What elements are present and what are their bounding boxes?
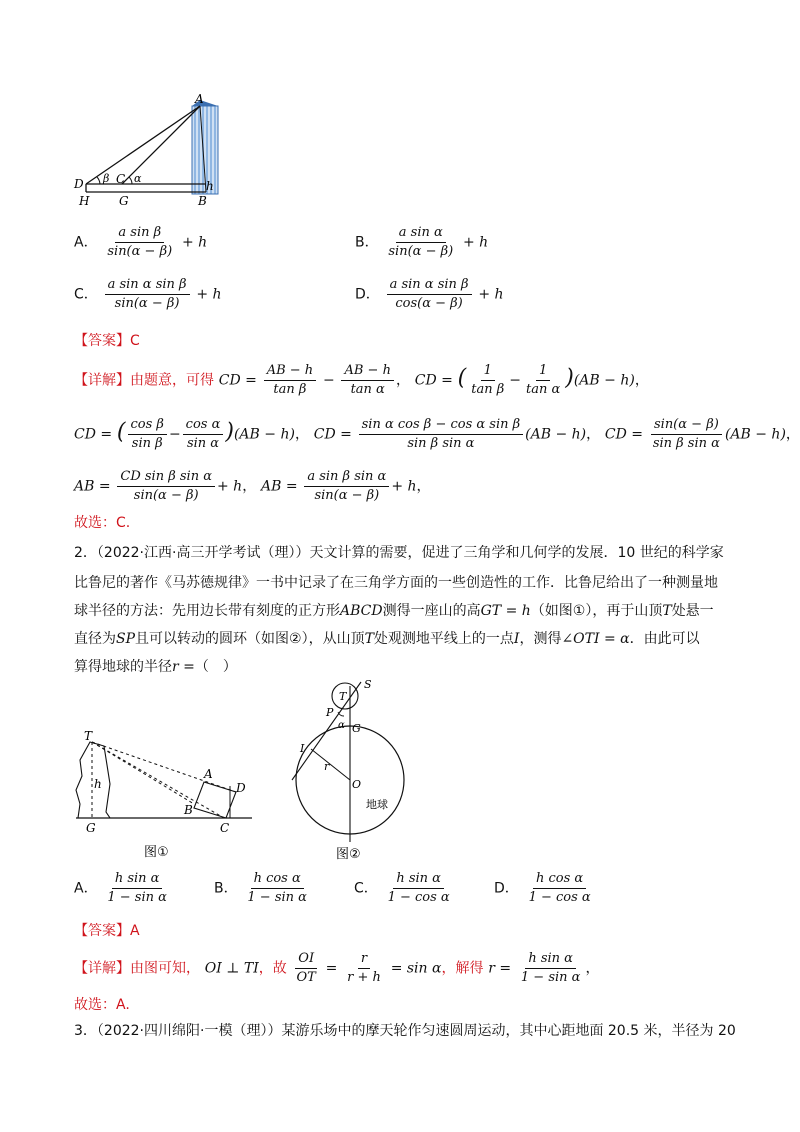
q1-option-b[interactable]: B． $\frac{\text{a sin α}}{\sin(\alpha - \beta)}$ + h (355, 225, 489, 259)
q2-conclusion: 故选：A. (74, 997, 130, 1013)
q2-line4: 直径为SP且可以转动的圆环（如图②），从山顶T处观测地平线上的一点I，测得∠OTI = α．由此可以 (74, 631, 700, 647)
q1-option-a[interactable]: A． $\frac{\text{a sin β}}{\sin(\alpha - \beta)}$ + h (74, 225, 208, 259)
q1-detail-line1: 【详解】由题意，可得 CD = $\frac{AB - h}{\text{tan β}}$ − $\frac{AB - h}{\text{tan α}}$ ， CD = ( $\frac{1}{\text{tan β}}$ − $\frac{1}{\text{tan α}}$ )(AB − h)， (74, 363, 649, 397)
label-C: C (116, 172, 126, 186)
q2-answer: 【答案】A (74, 923, 140, 939)
label-I: I (300, 742, 305, 755)
q2-detail: 【详解】由图可知， OI ⊥ TI，故 $\frac{OI}{OT}$ = $\frac{r}{r + h}$ = sin α，解得 r = $\frac{\text{h sin α}}{\text{1 − sin α}}$ ， (74, 951, 600, 985)
label-G: G (119, 194, 129, 208)
label-O: O (352, 778, 362, 791)
label-H: H (79, 194, 90, 208)
q2-option-c[interactable]: C． $\frac{\text{h sin α}}{\text{1 − cos α}}$ (354, 871, 450, 905)
q2-line2: 比鲁尼的著作《马苏德规律》一书中记录了在三角学方面的一些创造性的工作．比鲁尼给出了一种测量地 (74, 575, 718, 591)
label-alpha: α (134, 172, 142, 185)
q1-option-d[interactable]: D． $\frac{\text{a sin α sin β}}{\cos(\alpha - \beta)}$ + h (355, 277, 504, 311)
label-B: B (184, 803, 193, 817)
q1-detail-line2: CD = ( $\frac{\text{cos β}}{\text{sin β}}$ − $\frac{\text{cos α}}{\text{sin α}}$ )(AB − h)， CD = $\frac{\text{sin α cos β − cos α sin β}}{\text{sin β sin α}}$ (AB − h)， CD = $\frac{\sin(\alpha - \beta)}{\text{sin β sin α}}$ (AB − h)， (74, 417, 800, 451)
q1-option-c[interactable]: C． $\frac{\text{a sin α sin β}}{\sin(\alpha - \beta)}$ + h (74, 277, 222, 311)
q2-option-b[interactable]: B． $\frac{\text{h cos α}}{\text{1 − sin α}}$ (214, 871, 307, 905)
label-beta: β (103, 172, 110, 185)
figure-caption-1: 图① (144, 845, 169, 860)
label-earth: 地球 (366, 798, 388, 811)
label-D: D (236, 781, 246, 795)
q2-line5: 算得地球的半径r =（ ） (74, 659, 237, 675)
label-alpha: α (338, 720, 345, 731)
label-h: h (94, 777, 102, 791)
q1-conclusion: 故选：C. (74, 515, 131, 531)
label-A: A (195, 92, 204, 106)
q3-line1: 3．（2022·四川绵阳·一模（理））某游乐场中的摩天轮作匀速圆周运动，其中心距地面 20.5 米，半径为 20 (74, 1023, 736, 1039)
q2-option-d[interactable]: D． $\frac{\text{h cos α}}{\text{1 − cos α}}$ (494, 871, 591, 905)
label-C: C (220, 821, 230, 835)
label-T: T (339, 690, 347, 703)
q2-line3: 球半径的方法：先用边长带有刻度的正方形ABCD测得一座山的高GT = h（如图①），再于山顶T处悬一 (74, 603, 714, 619)
q2-line1: 2．（2022·江西·高三开学考试（理））天文计算的需要，促进了三角学和几何学的发展．10 世纪的科学家 (74, 545, 724, 561)
q1-answer: 【答案】C (74, 333, 140, 349)
q2-option-a[interactable]: A． $\frac{\text{h sin α}}{\text{1 − sin α}}$ (74, 871, 167, 905)
label-D: D (74, 177, 84, 191)
label-A: A (204, 767, 213, 781)
label-r: r (324, 760, 330, 773)
figure-building-elevation (70, 92, 230, 210)
label-S: S (364, 678, 372, 691)
figure-earth (284, 672, 424, 864)
label-T: T (84, 729, 93, 743)
figure-caption-2: 图② (336, 847, 361, 862)
label-h: h (206, 179, 214, 193)
label-G: G (86, 821, 96, 835)
label-P: P (326, 706, 334, 719)
figure-mountain (70, 724, 260, 864)
q1-detail-line3: AB = $\frac{\text{CD sin β sin α}}{\sin(\alpha - \beta)}$ + h， AB = $\frac{\text{a sin β sin α}}{\sin(\alpha - \beta)}$ + h， (74, 469, 431, 503)
label-B: B (198, 194, 207, 208)
label-G: G (352, 722, 361, 735)
